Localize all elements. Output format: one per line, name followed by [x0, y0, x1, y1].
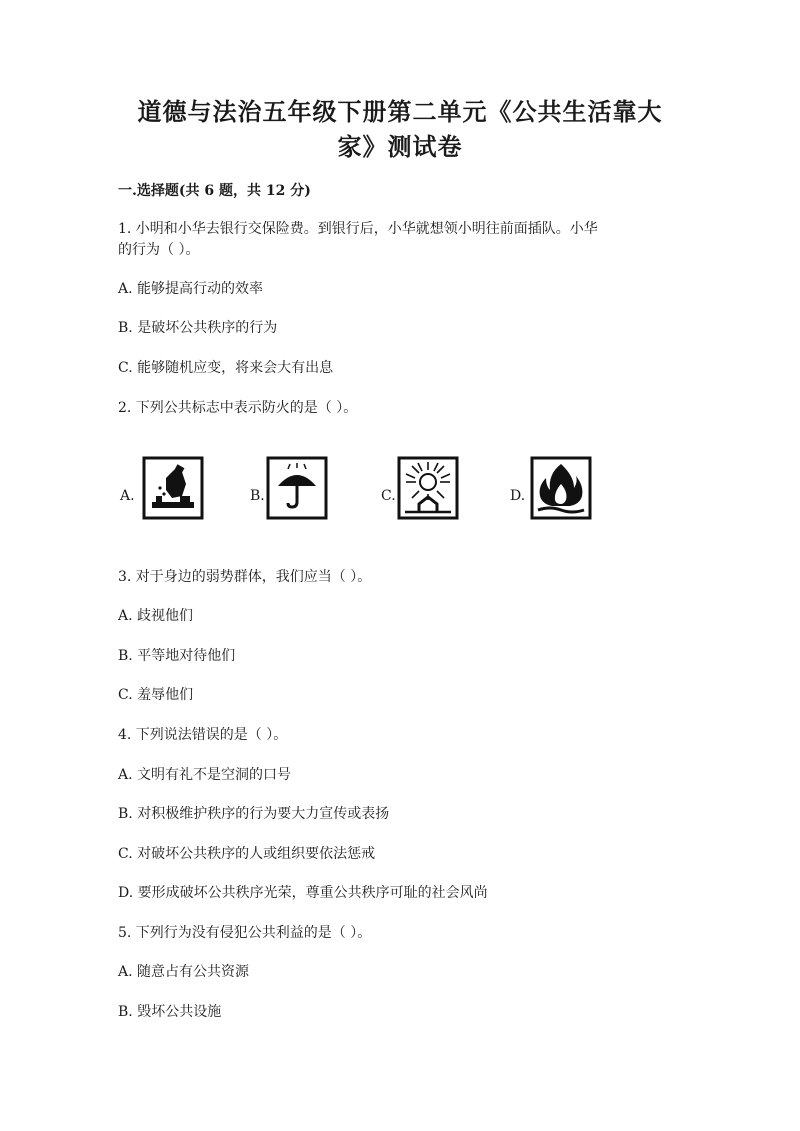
q3-option-a: A. 歧视他们 [118, 608, 194, 624]
q2-label-a: A. [120, 488, 135, 504]
q2-sign-options [0, 456, 800, 526]
page-title [0, 94, 800, 164]
q4-stem: 4. 下列说法错误的是（ ）。 [118, 727, 288, 743]
q5-option-a: A. 随意占有公共资源 [118, 964, 250, 980]
q1-option-b: B. 是破坏公共秩序的行为 [118, 320, 278, 336]
q2-stem: 2. 下列公共标志中表示防火的是（ ）。 [118, 400, 358, 416]
title-line-2: 家》测试卷 [337, 132, 463, 161]
q4-option-c: C. 对破坏公共秩序的人或组织要依法惩戒 [118, 846, 376, 862]
q5-stem: 5. 下列行为没有侵犯公共利益的是（ ）。 [118, 925, 372, 941]
q4-option-d: D. 要形成破坏公共秩序光荣，尊重公共秩序可耻的社会风尚 [118, 885, 488, 901]
keep-dry-umbrella-sign-icon [266, 456, 328, 520]
q2-label-c: C. [381, 488, 396, 504]
title-line-1: 道德与法治五年级下册第二单元《公共生活靠大 [137, 97, 663, 126]
q4-option-a: A. 文明有礼不是空洞的口号 [118, 767, 292, 783]
q1-stem-line-2: 的行为（ ）。 [118, 242, 200, 258]
keep-away-from-sunlight-sign-icon [397, 456, 459, 520]
flammable-fire-sign-icon [530, 456, 592, 520]
q5-option-b: B. 毁坏公共设施 [118, 1004, 222, 1020]
q4-option-b: B. 对积极维护秩序的行为要大力宣传或表扬 [118, 806, 390, 822]
q2-label-d: D. [510, 488, 526, 504]
q1-option-c: C. 能够随机应变，将来会大有出息 [118, 360, 334, 376]
section-heading: 一.选择题(共 6 题，共 12 分) [118, 183, 311, 199]
q1-option-a: A. 能够提高行动的效率 [118, 281, 264, 297]
q2-label-b: B. [250, 488, 265, 504]
corrosive-sign-icon [142, 456, 204, 520]
q3-option-b: B. 平等地对待他们 [118, 648, 236, 664]
q3-stem: 3. 对于身边的弱势群体，我们应当（ ）。 [118, 569, 372, 585]
q3-option-c: C. 羞辱他们 [118, 687, 194, 703]
q1-stem-line-1: 1. 小明和小华去银行交保险费。到银行后，小华就想领小明往前面插队。小华 [118, 221, 598, 237]
